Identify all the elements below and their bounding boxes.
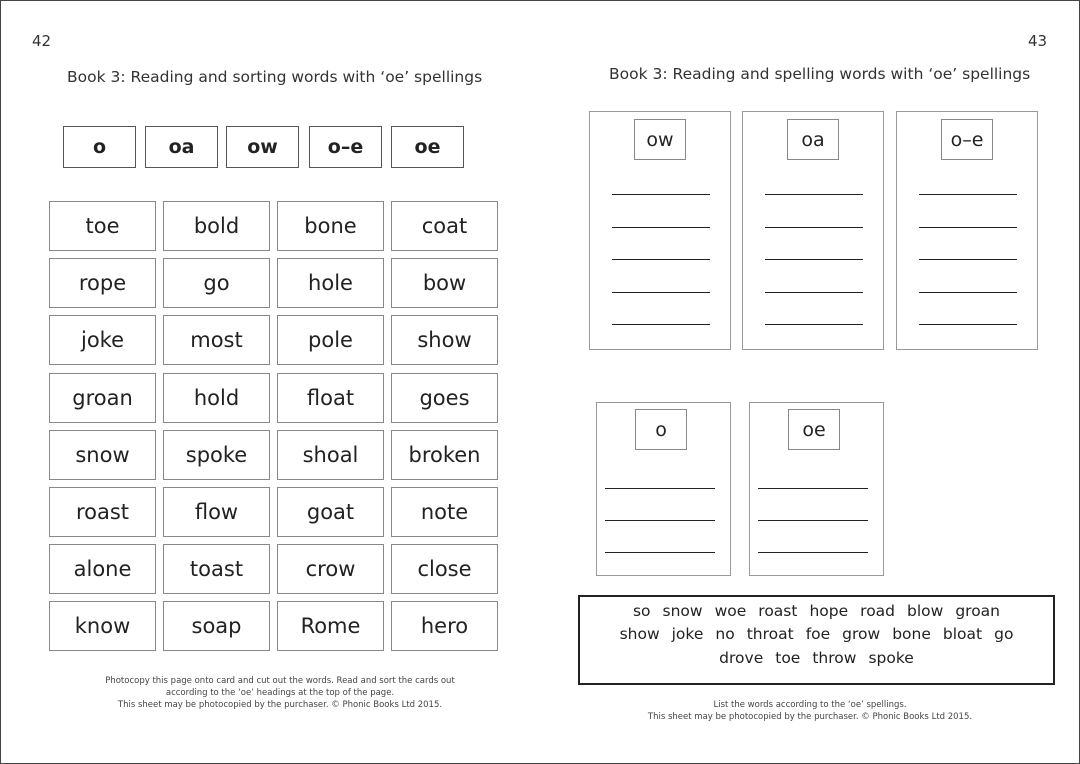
spelling-column-heading: oe	[788, 409, 840, 450]
word-card[interactable]: alone	[49, 544, 156, 594]
word-bank-row	[580, 649, 1053, 667]
spelling-column	[896, 111, 1038, 350]
word-card[interactable]: rope	[49, 258, 156, 308]
writing-line[interactable]	[919, 194, 1017, 195]
writing-line[interactable]	[612, 194, 710, 195]
left-footer-line: according to the ‘oe’ headings at the top of the page.	[165, 688, 395, 698]
word-card[interactable]: roast	[49, 487, 156, 537]
word-card[interactable]: goes	[391, 373, 498, 423]
word-card[interactable]: pole	[277, 315, 384, 365]
word-bank-word: grow	[842, 625, 881, 643]
right-page-number: 43	[1028, 32, 1048, 50]
word-card[interactable]: most	[163, 315, 270, 365]
writing-line[interactable]	[765, 292, 863, 293]
writing-line[interactable]	[605, 552, 715, 553]
word-card[interactable]: Rome	[277, 601, 384, 651]
word-bank-word: spoke	[868, 649, 914, 667]
writing-line[interactable]	[612, 227, 710, 228]
word-card[interactable]: show	[391, 315, 498, 365]
word-bank-word: so	[632, 602, 651, 620]
word-card[interactable]: know	[49, 601, 156, 651]
writing-line[interactable]	[765, 259, 863, 260]
word-card[interactable]: toe	[49, 201, 156, 251]
word-bank-word: blow	[907, 602, 944, 620]
word-bank-word: hope	[809, 602, 849, 620]
writing-line[interactable]	[758, 488, 868, 489]
word-card[interactable]: flow	[163, 487, 270, 537]
word-bank-row	[580, 602, 1053, 620]
spelling-column-heading: o–e	[941, 119, 993, 160]
word-card[interactable]: toast	[163, 544, 270, 594]
word-card[interactable]: bold	[163, 201, 270, 251]
right-footer	[600, 699, 1020, 723]
word-card[interactable]: note	[391, 487, 498, 537]
left-page-number: 42	[32, 32, 52, 50]
word-card[interactable]: bone	[277, 201, 384, 251]
word-bank-word: go	[994, 625, 1014, 643]
writing-line[interactable]	[919, 227, 1017, 228]
word-bank-word: woe	[714, 602, 747, 620]
word-bank-word: toe	[775, 649, 801, 667]
writing-line[interactable]	[919, 324, 1017, 325]
right-page-title: Book 3: Reading and spelling words with ‘oe’ spellings	[609, 65, 1031, 83]
word-bank-word: throat	[746, 625, 794, 643]
word-card[interactable]: bow	[391, 258, 498, 308]
word-bank-word: bone	[892, 625, 931, 643]
word-card[interactable]: joke	[49, 315, 156, 365]
heading-card: o–e	[309, 126, 382, 168]
word-bank-word: show	[619, 625, 660, 643]
spelling-column	[589, 111, 731, 350]
word-bank-word: joke	[671, 625, 704, 643]
word-card[interactable]: crow	[277, 544, 384, 594]
writing-line[interactable]	[605, 520, 715, 521]
left-page-title: Book 3: Reading and sorting words with ‘oe’ spellings	[67, 68, 483, 86]
word-bank-word: no	[715, 625, 735, 643]
spelling-column-heading: o	[635, 409, 687, 450]
spelling-column	[596, 402, 731, 576]
left-footer-line: Photocopy this page onto card and cut out the words. Read and sort the cards out	[105, 676, 455, 686]
word-bank-row	[580, 625, 1053, 643]
writing-line[interactable]	[758, 552, 868, 553]
spelling-column-heading: oa	[787, 119, 839, 160]
heading-card: oa	[145, 126, 218, 168]
word-bank-word: roast	[758, 602, 798, 620]
word-card[interactable]: go	[163, 258, 270, 308]
writing-line[interactable]	[765, 227, 863, 228]
heading-card: o	[63, 126, 136, 168]
spelling-column	[749, 402, 884, 576]
writing-line[interactable]	[765, 324, 863, 325]
word-bank	[578, 595, 1055, 685]
heading-card: oe	[391, 126, 464, 168]
word-card[interactable]: hole	[277, 258, 384, 308]
left-footer-line: This sheet may be photocopied by the purchaser. © Phonic Books Ltd 2015.	[117, 700, 443, 710]
word-bank-word: foe	[805, 625, 831, 643]
word-card[interactable]: goat	[277, 487, 384, 537]
right-footer-line: This sheet may be photocopied by the purchaser. © Phonic Books Ltd 2015.	[647, 712, 973, 722]
spelling-column	[742, 111, 884, 350]
word-card[interactable]: soap	[163, 601, 270, 651]
word-card[interactable]: shoal	[277, 430, 384, 480]
writing-line[interactable]	[612, 259, 710, 260]
writing-line[interactable]	[612, 292, 710, 293]
word-card[interactable]: hold	[163, 373, 270, 423]
right-footer-line: List the words according to the ‘oe’ spellings.	[713, 700, 907, 710]
word-card[interactable]: snow	[49, 430, 156, 480]
word-bank-word: road	[860, 602, 896, 620]
word-bank-word: throw	[812, 649, 857, 667]
writing-line[interactable]	[758, 520, 868, 521]
writing-line[interactable]	[919, 259, 1017, 260]
heading-card: ow	[226, 126, 299, 168]
word-bank-word: bloat	[942, 625, 983, 643]
word-card[interactable]: coat	[391, 201, 498, 251]
word-card[interactable]: float	[277, 373, 384, 423]
word-card[interactable]: hero	[391, 601, 498, 651]
word-bank-word: snow	[662, 602, 703, 620]
word-card[interactable]: broken	[391, 430, 498, 480]
word-bank-word: groan	[955, 602, 1001, 620]
writing-line[interactable]	[612, 324, 710, 325]
writing-line[interactable]	[605, 488, 715, 489]
word-card[interactable]: spoke	[163, 430, 270, 480]
writing-line[interactable]	[919, 292, 1017, 293]
writing-line[interactable]	[765, 194, 863, 195]
word-card[interactable]: groan	[49, 373, 156, 423]
word-card[interactable]: close	[391, 544, 498, 594]
spelling-column-heading: ow	[634, 119, 686, 160]
left-footer	[60, 675, 500, 711]
word-bank-word: drove	[719, 649, 764, 667]
